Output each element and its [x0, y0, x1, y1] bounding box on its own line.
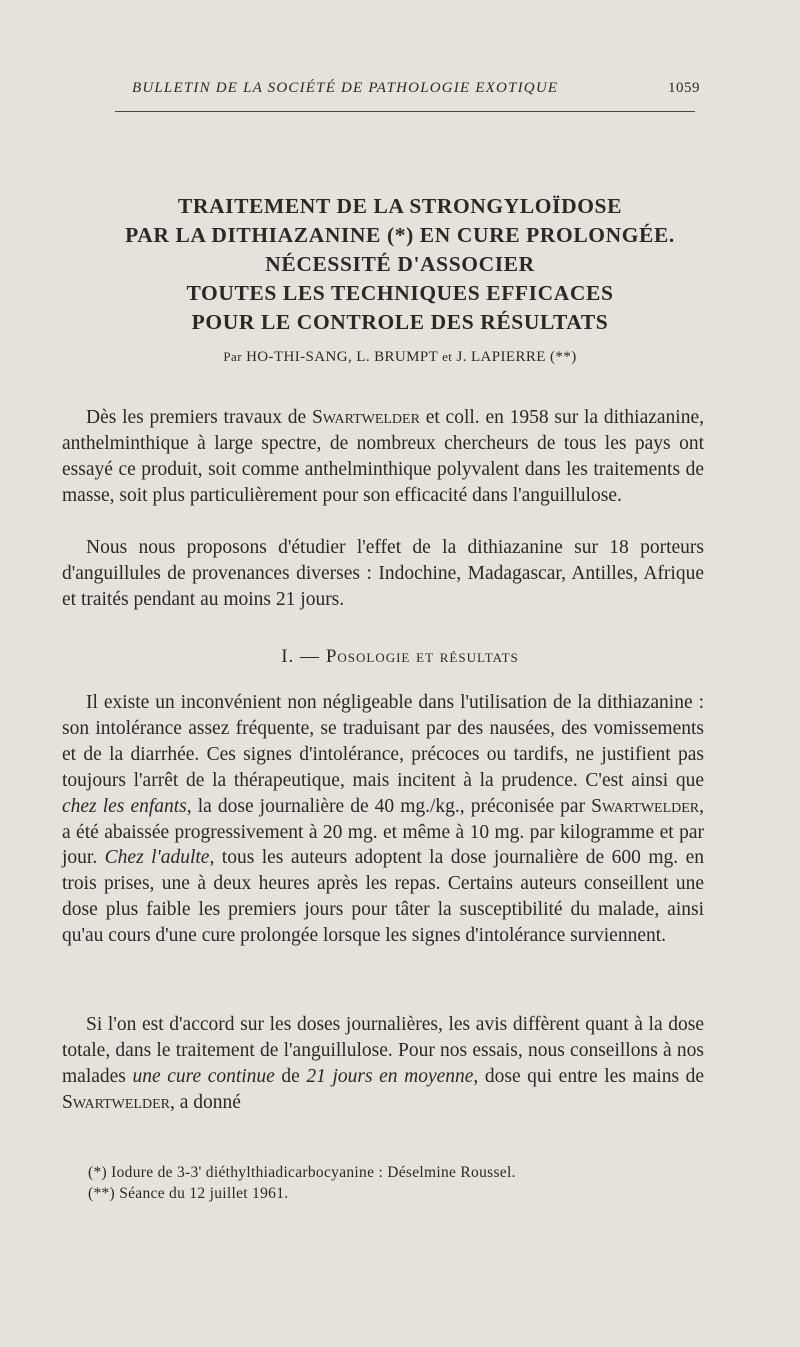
para3-text-b: , la dose journalière de 40 mg./kg., préconisée par [186, 795, 592, 817]
author-name-swartwelder: Swartwelder [62, 1091, 170, 1113]
author-name-swartwelder: Swartwelder [591, 795, 700, 817]
para4-text-d: , a donné [169, 1091, 241, 1113]
header-rule [115, 111, 695, 112]
paragraph-4 [62, 1012, 704, 1116]
title-line-1: TRAITEMENT DE LA STRONGYLOÏDOSE [177, 194, 623, 218]
para2-text: Nous nous proposons d'étudier l'effet de la dithiazanine sur 18 porteurs d'anguillules de provenances diverses : Indochine, Madagascar, Antilles, Afrique et traités pendant au moins 21 jours. [62, 537, 704, 610]
byline-last-author: J. LAPIERRE (**) [456, 349, 577, 365]
para3-text-a: Il existe un inconvénient non négligeable dans l'utilisation de la dithiazanine : son intolérance assez fréquente, se traduisant par des nausées, des vomissements et de la diarrhée. Ces signes d'intolérance, précoces ou tardifs, ne justifient pas toujours l'arrêt de la thérapeutique, mais incitent à la prudence. C'est ainsi que [62, 692, 704, 791]
journal-title: BULLETIN DE LA SOCIÉTÉ DE PATHOLOGIE EXOTIQUE [132, 80, 559, 96]
section-number: I. — [281, 646, 321, 667]
emphasis-21-jours: 21 jours en moyenne [306, 1065, 474, 1087]
page-number: 1059 [668, 80, 700, 96]
paragraph-3 [62, 690, 704, 949]
title-line-4: TOUTES LES TECHNIQUES EFFICACES [186, 281, 614, 305]
section-title: Posologie et résultats [325, 646, 519, 667]
emphasis-cure-continue: une cure continue [132, 1065, 275, 1087]
byline [60, 349, 740, 366]
para4-text-c: , dose qui entre les mains de [473, 1065, 705, 1087]
title-line-2: PAR LA DITHIAZANINE (*) EN CURE PROLONGÉE. [125, 223, 675, 247]
footnotes [88, 1162, 708, 1204]
byline-et: et [442, 349, 453, 364]
para3-text-d: , tous les auteurs adoptent la dose journalière de 600 mg. en trois prises, une à deux heures après les repas. Certains auteurs conseillent une dose plus faible les premiers jours pour tâter la susceptibilité du malade, ainsi qu'au cours d'une cure prolongée lorsque les signes d'intolérance surviennent. [62, 847, 704, 947]
byline-par: Par [223, 349, 242, 364]
title-line-3: NÉCESSITÉ D'ASSOCIER [265, 252, 535, 276]
byline-authors: HO-THI-SANG, L. BRUMPT [246, 349, 438, 365]
footnote-2: (**) Séance du 12 juillet 1961. [88, 1185, 289, 1202]
para4-text-a: Si l'on est d'accord sur les doses journalières, les avis diffèrent quant à la dose totale, dans le traitement de l'anguillulose. Pour nos essais, nous conseillons à nos malades [62, 1014, 704, 1087]
section-heading [60, 646, 740, 668]
title-line-5: POUR LE CONTROLE DES RÉSULTATS [191, 310, 609, 334]
para1-text-b: et coll. en 1958 sur la dithiazanine, anthelminthique à large spectre, de nombreux chercheurs de tous les pays ont essayé ce produit, soit comme anthelminthique polyvalent dans les traitements de masse, soit plus particulièrement pour son efficacité dans l'anguillulose. [62, 407, 704, 506]
footnote-1: (*) Iodure de 3-3' diéthylthiadicarbocyanine : Déselmine Roussel. [88, 1164, 516, 1181]
para4-text-b: de [274, 1065, 307, 1087]
paragraph-1 [62, 405, 704, 509]
para3-text-c: , a été abaissée progressivement à 20 mg. et même à 10 mg. par kilogramme et par jour. [62, 795, 705, 869]
article-title [60, 192, 740, 337]
emphasis-chez-l-adulte: Chez l'adulte [104, 847, 210, 869]
para1-text-a: Dès les premiers travaux de [86, 407, 312, 428]
paragraph-2 [62, 535, 704, 613]
emphasis-chez-les-enfants: chez les enfants [62, 795, 187, 817]
author-name-swartwelder: Swartwelder [311, 407, 420, 428]
